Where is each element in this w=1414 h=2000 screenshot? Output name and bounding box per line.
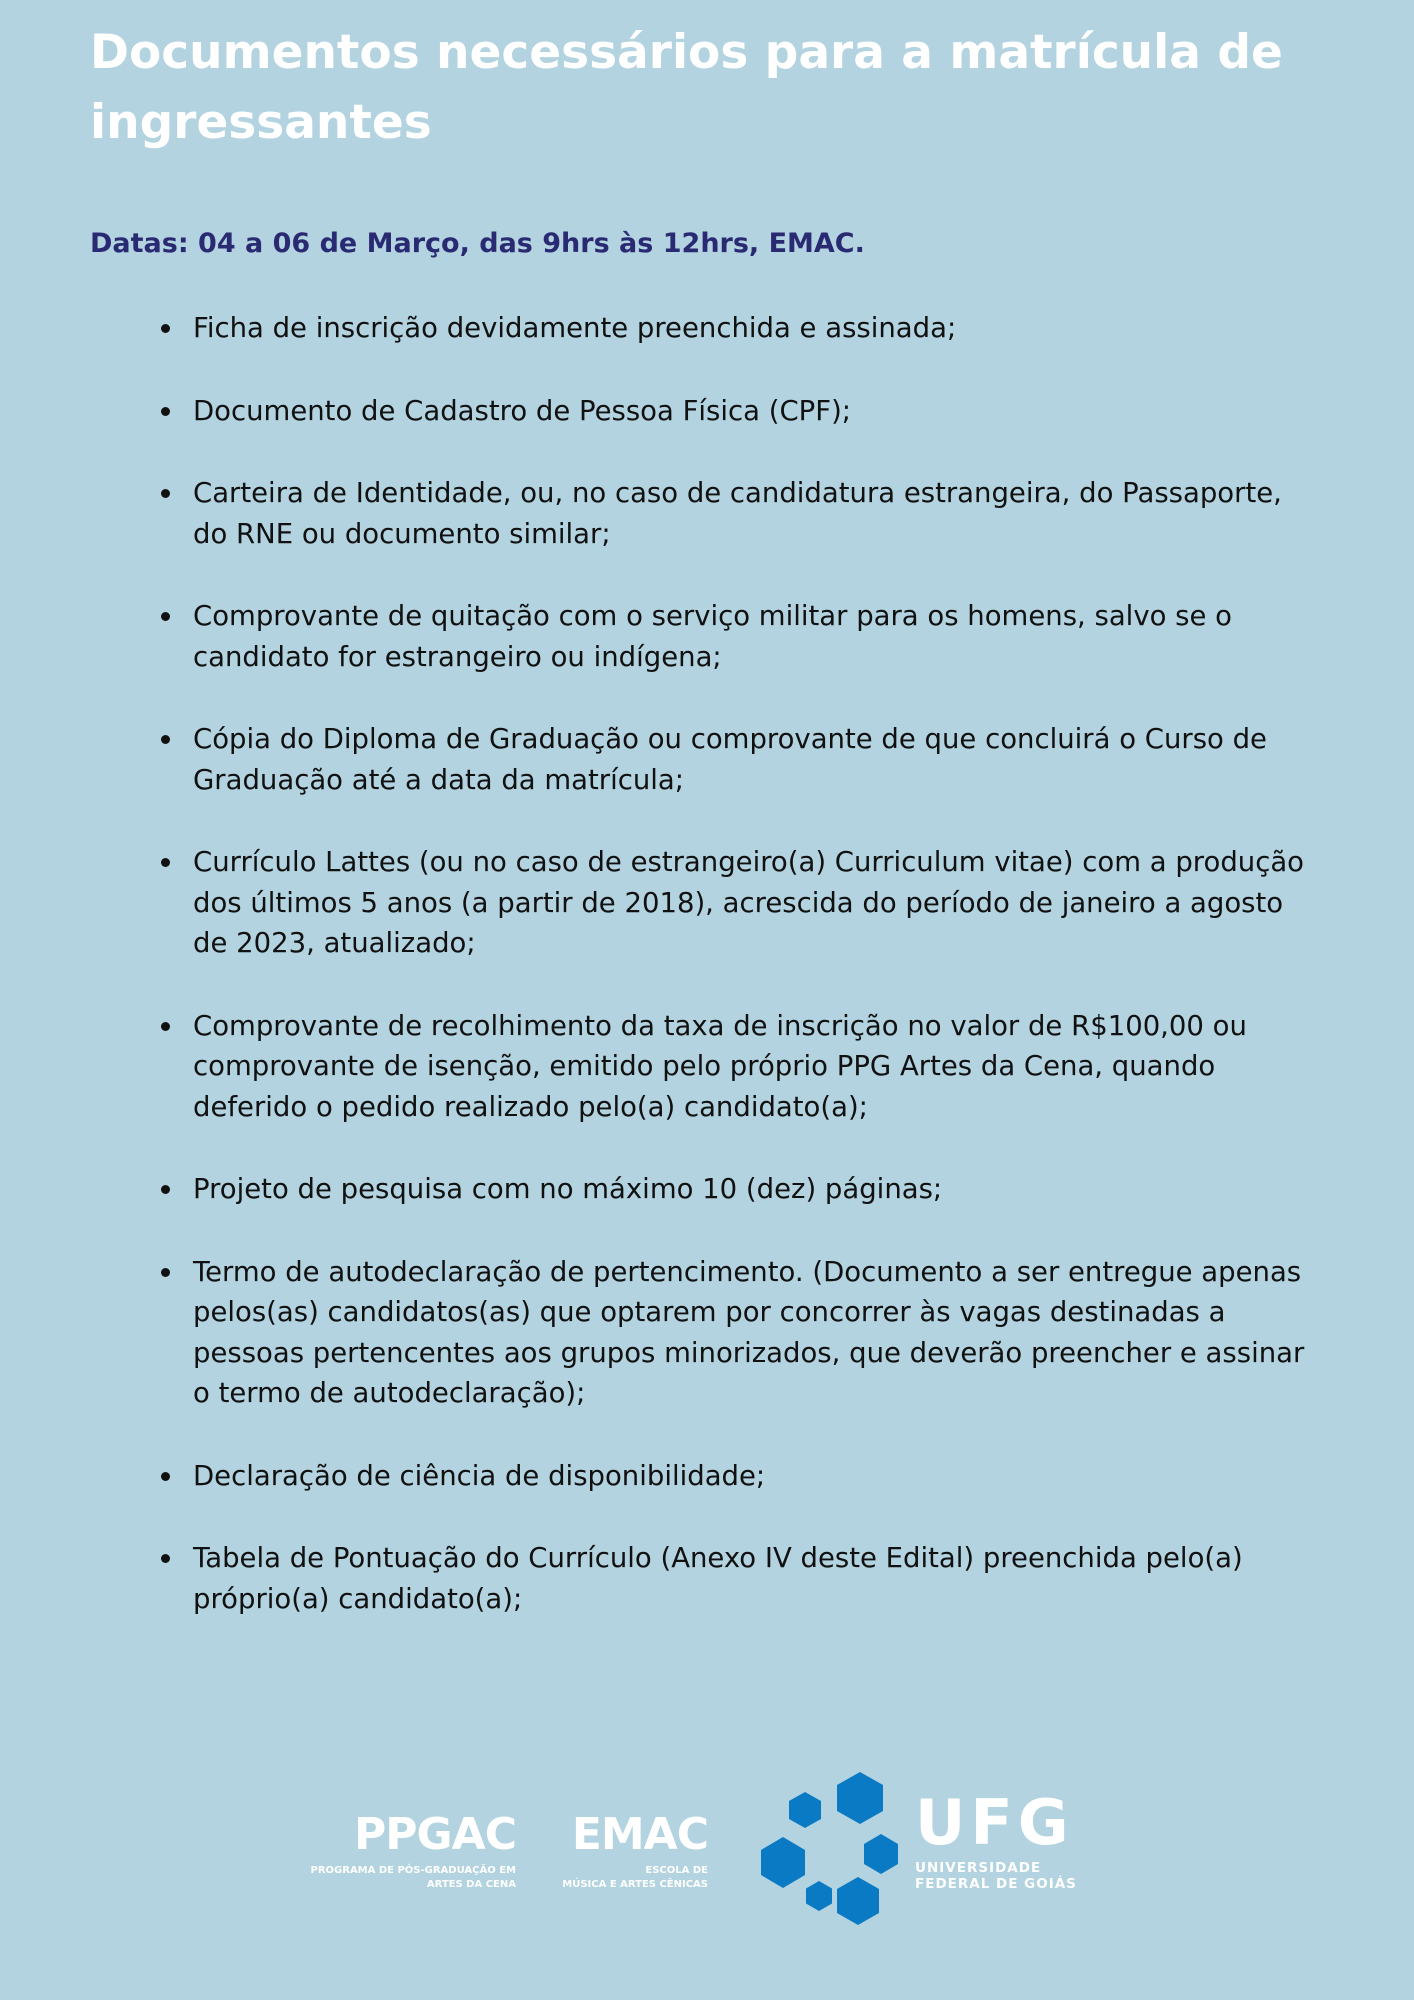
list-item-cpf: Documento de Cadastro de Pessoa Física (CPF); <box>193 391 1323 432</box>
ppgac-logo-name: PPGAC <box>354 1809 516 1860</box>
list-item-lattes-cv: Currículo Lattes (ou no caso de estrangeiro(a) Curriculum vitae) com a produção dos últimos 5 anos (a partir de 2018), acrescida do período de janeiro a agosto de 2023, atualizado; <box>193 842 1323 964</box>
ppgac-logo-subtitle-2: ARTES DA CENA <box>426 1879 516 1890</box>
list-item-research-project: Projeto de pesquisa com no máximo 10 (dez) páginas; <box>193 1169 1323 1210</box>
page-title: Documentos necessários para a matrícula de ingressantes <box>90 25 1283 150</box>
enrollment-dates: Datas: 04 a 06 de Março, das 9hrs às 12hrs, EMAC. <box>90 228 865 259</box>
list-item-registration-form: Ficha de inscrição devidamente preenchida e assinada; <box>193 308 1323 349</box>
emac-logo-subtitle-1: ESCOLA DE <box>645 1865 708 1876</box>
emac-logo-subtitle-2: MÚSICA E ARTES CÊNICAS <box>562 1879 708 1890</box>
ufg-logo-subtitle-2: FEDERAL DE GOIÁS <box>915 1876 1077 1892</box>
hexagon-top-right <box>837 1772 883 1824</box>
ppgac-logo <box>311 1810 517 1892</box>
hexagon-left <box>761 1837 805 1888</box>
emac-logo <box>562 1810 708 1892</box>
hexagon-bottom-right <box>837 1877 879 1925</box>
list-item-fee-receipt: Comprovante de recolhimento da taxa de inscrição no valor de R$100,00 ou comprovante de isenção, emitido pelo próprio PPG Artes da Cena, quando deferido o pedido realizado pelo(a) candidato(a); <box>193 1006 1323 1128</box>
hexagon-bottom-small <box>806 1881 832 1911</box>
hexagon-right <box>864 1834 898 1874</box>
footer-logos <box>0 1760 1414 1930</box>
list-item-score-table: Tabela de Pontuação do Currículo (Anexo IV deste Edital) preenchida pelo(a) próprio(a) candidato(a); <box>193 1538 1323 1619</box>
ufg-logo-subtitle-1: UNIVERSIDADE <box>915 1860 1042 1876</box>
required-documents-list <box>193 308 1323 1661</box>
list-item-diploma: Cópia do Diploma de Graduação ou comprovante de que concluirá o Curso de Graduação até a data da matrícula; <box>193 719 1323 800</box>
list-item-availability-declaration: Declaração de ciência de disponibilidade; <box>193 1456 1323 1497</box>
ppgac-logo-subtitle-1: PROGRAMA DE PÓS-GRADUAÇÃO EM <box>310 1865 516 1876</box>
list-item-military-service: Comprovante de quitação com o serviço militar para os homens, salvo se o candidato for estrangeiro ou indígena; <box>193 596 1323 677</box>
ufg-hexagon-icon <box>755 1760 905 1925</box>
emac-logo-name: EMAC <box>571 1809 708 1860</box>
hexagon-top-left <box>789 1792 821 1828</box>
ufg-logo-name: UFG <box>915 1786 1074 1859</box>
list-item-identity-card: Carteira de Identidade, ou, no caso de candidatura estrangeira, do Passaporte, do RNE ou documento similar; <box>193 473 1323 554</box>
ufg-logo <box>915 1786 1077 1892</box>
list-item-self-declaration: Termo de autodeclaração de pertencimento. (Documento a ser entregue apenas pelos(as) candidatos(as) que optarem por concorrer às vagas destinadas a pessoas pertencentes aos grupos minorizados, que deverão preencher e assinar o termo de autodeclaração); <box>193 1252 1323 1414</box>
